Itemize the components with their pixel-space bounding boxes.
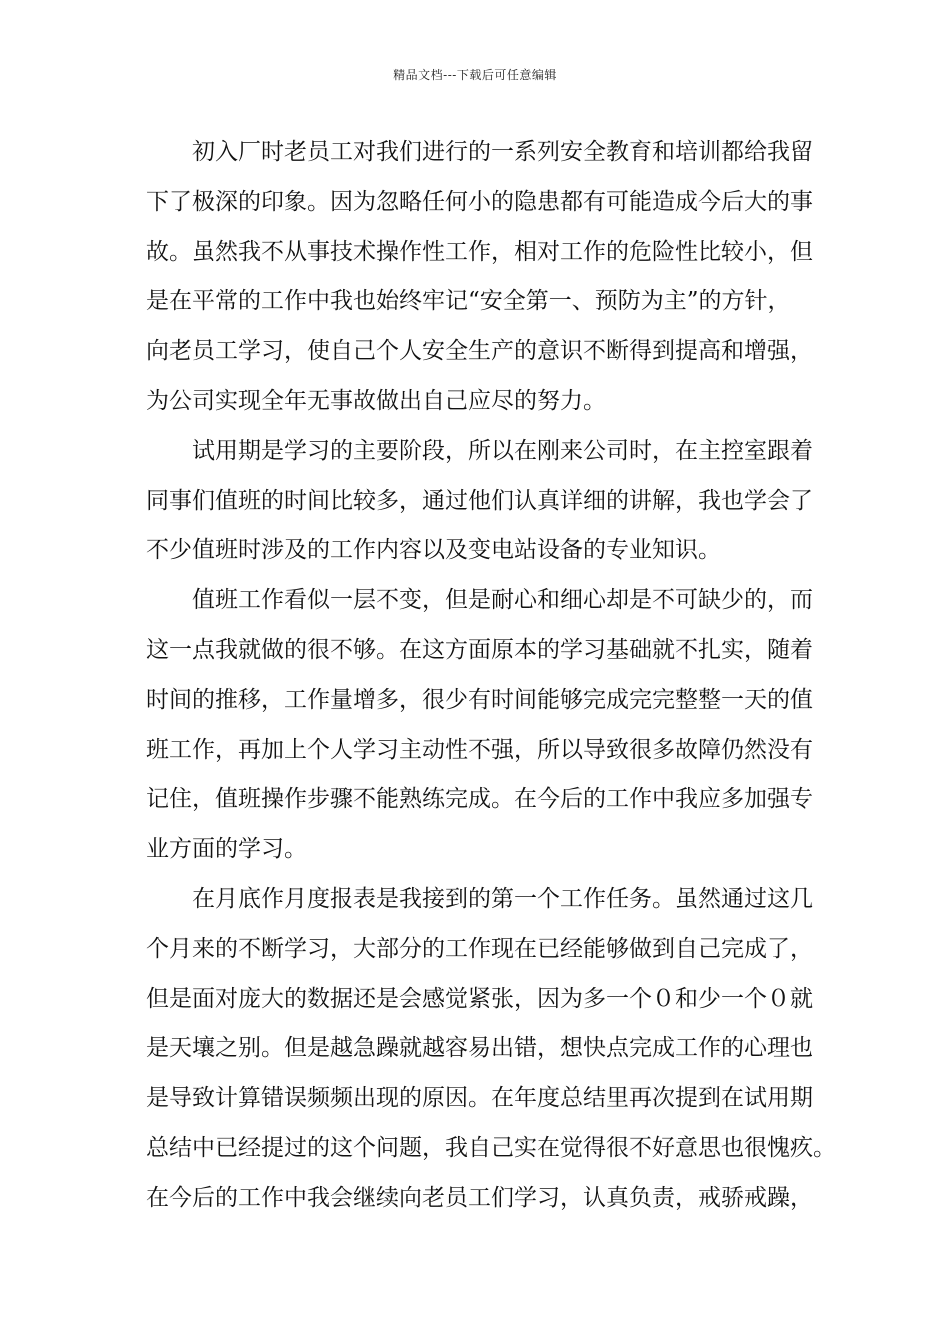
text-line: 是天壤之别。但是越急躁就越容易出错，想快点完成工作的心理也 <box>146 1035 813 1062</box>
paragraph-2 <box>146 427 826 576</box>
text-line: 不少值班时涉及的工作内容以及变电站设备的专业知识。 <box>146 537 721 564</box>
text-line: 下了极深的印象。因为忽略任何小的隐患都有可能造成今后大的事 <box>146 188 813 215</box>
text-line: 是导致计算错误频频出现的原因。在年度总结里再次提到在试用期 <box>146 1085 813 1112</box>
text-line: 但是面对庞大的数据还是会感觉紧张，因为多一个０和少一个０就 <box>146 985 813 1012</box>
text-line: 在月底作月度报表是我接到的第一个工作任务。虽然通过这几 <box>192 885 813 912</box>
page-header: 精品文档---下载后可任意编辑 <box>393 68 557 82</box>
text-line: 班工作，再加上个人学习主动性不强，所以导致很多故障仍然没有 <box>146 736 813 763</box>
paragraph-3 <box>146 576 826 875</box>
text-line: 试用期是学习的主要阶段，所以在刚来公司时，在主控室跟着 <box>192 437 813 464</box>
text-line: 向老员工学习，使自己个人安全生产的意识不断得到提高和增强， <box>146 338 813 365</box>
text-line: 初入厂时老员工对我们进行的一系列安全教育和培训都给我留 <box>192 139 813 165</box>
text-line: 在今后的工作中我会继续向老员工们学习，认真负责，戒骄戒躁， <box>146 1184 813 1211</box>
text-line: 总结中已经提过的这个问题，我自己实在觉得很不好意思也很愧疚。 <box>146 1134 836 1161</box>
text-line: 记住，值班操作步骤不能熟练完成。在今后的工作中我应多加强专 <box>146 786 813 813</box>
paragraph-4 <box>146 875 836 1224</box>
text-line: 是在平常的工作中我也始终牢记“安全第一、预防为主”的方针， <box>146 288 791 315</box>
document-body <box>146 128 836 1224</box>
text-line: 值班工作看似一层不变，但是耐心和细心却是不可缺少的，而 <box>192 587 813 614</box>
text-line: 个月来的不断学习，大部分的工作现在已经能够做到自己完成了， <box>146 935 813 962</box>
text-line: 这一点我就做的很不够。在这方面原本的学习基础就不扎实，随着 <box>146 636 813 663</box>
paragraph-1 <box>146 128 826 427</box>
text-line: 故。虽然我不从事技术操作性工作，相对工作的危险性比较小，但 <box>146 238 813 265</box>
text-line: 为公司实现全年无事故做出自己应尽的努力。 <box>146 387 606 414</box>
text-line: 同事们值班的时间比较多，通过他们认真详细的讲解，我也学会了 <box>146 487 813 514</box>
text-line: 时间的推移，工作量增多，很少有时间能够完成完完整整一天的值 <box>146 686 813 713</box>
text-line: 业方面的学习。 <box>146 836 307 863</box>
